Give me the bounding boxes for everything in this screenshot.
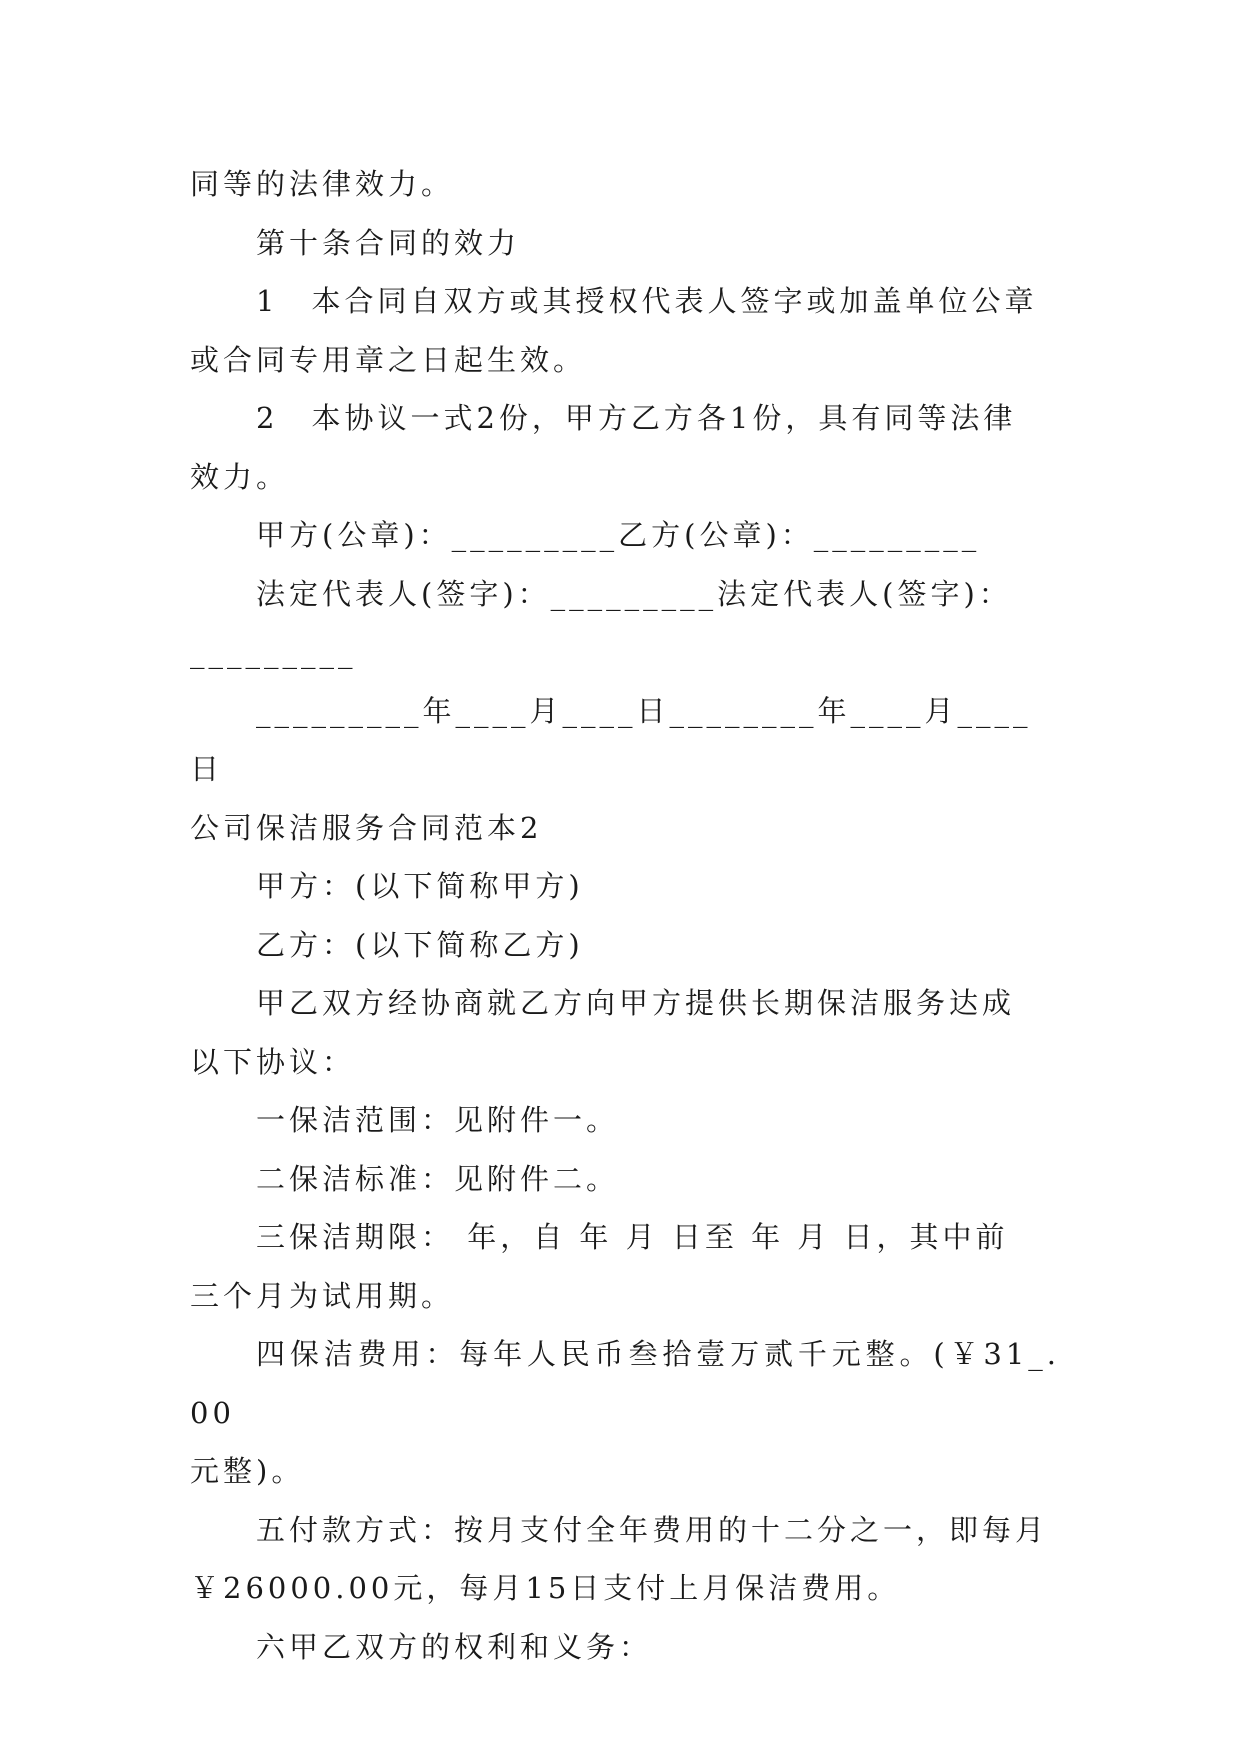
text-line: 1 本合同自双方或其授权代表人签字或加盖单位公章 <box>256 284 1038 318</box>
clause-fee: 四保洁费用：每年人民币叁拾壹万贰千元整。(￥31_.00 <box>190 1337 1060 1430</box>
contract-title: 公司保洁服务合同范本2 <box>190 810 543 845</box>
text-line: 同等的法律效力。 <box>190 167 455 201</box>
text-line: 以下协议： <box>190 1044 356 1079</box>
clause-term: 三保洁期限： 年，自 年 月 日至 年 月 日，其中前 <box>256 1220 1009 1254</box>
clause-payment: 五付款方式：按月支付全年费用的十二分之一，即每月 <box>256 1512 1049 1547</box>
text-line: 三个月为试用期。 <box>190 1278 455 1313</box>
signature-line-party: 甲方(公章)：_________乙方(公章)：_________ <box>256 518 981 552</box>
party-b-line: 乙方：(以下简称乙方) <box>256 927 584 962</box>
text-line: 甲乙双方经协商就乙方向甲方提供长期保洁服务达成 <box>256 986 1016 1020</box>
clause-scope: 一保洁范围：见附件一。 <box>256 1103 620 1137</box>
section-heading: 第十条合同的效力 <box>256 225 521 260</box>
party-a-line: 甲方：(以下简称甲方) <box>256 869 584 903</box>
text-line: ￥26000.00元，每月15日支付上月保洁费用。 <box>190 1571 901 1605</box>
document-body <box>190 155 1060 1676</box>
clause-rights: 六甲乙双方的权利和义务： <box>256 1629 653 1664</box>
clause-standard: 二保洁标准：见附件二。 <box>256 1161 620 1196</box>
signature-line-representative: 法定代表人(签字)：_________法定代表人(签字)： <box>256 576 1012 611</box>
signature-blank: _________ <box>190 635 357 669</box>
text-line: 或合同专用章之日起生效。 <box>190 342 587 377</box>
text-line: 元整)。 <box>190 1454 305 1488</box>
date-line: _________年____月____日________年____月____日 <box>190 693 1032 786</box>
text-line: 2 本协议一式2份，甲方乙方各1份，具有同等法律 <box>256 401 1017 435</box>
text-line: 效力。 <box>190 459 290 494</box>
